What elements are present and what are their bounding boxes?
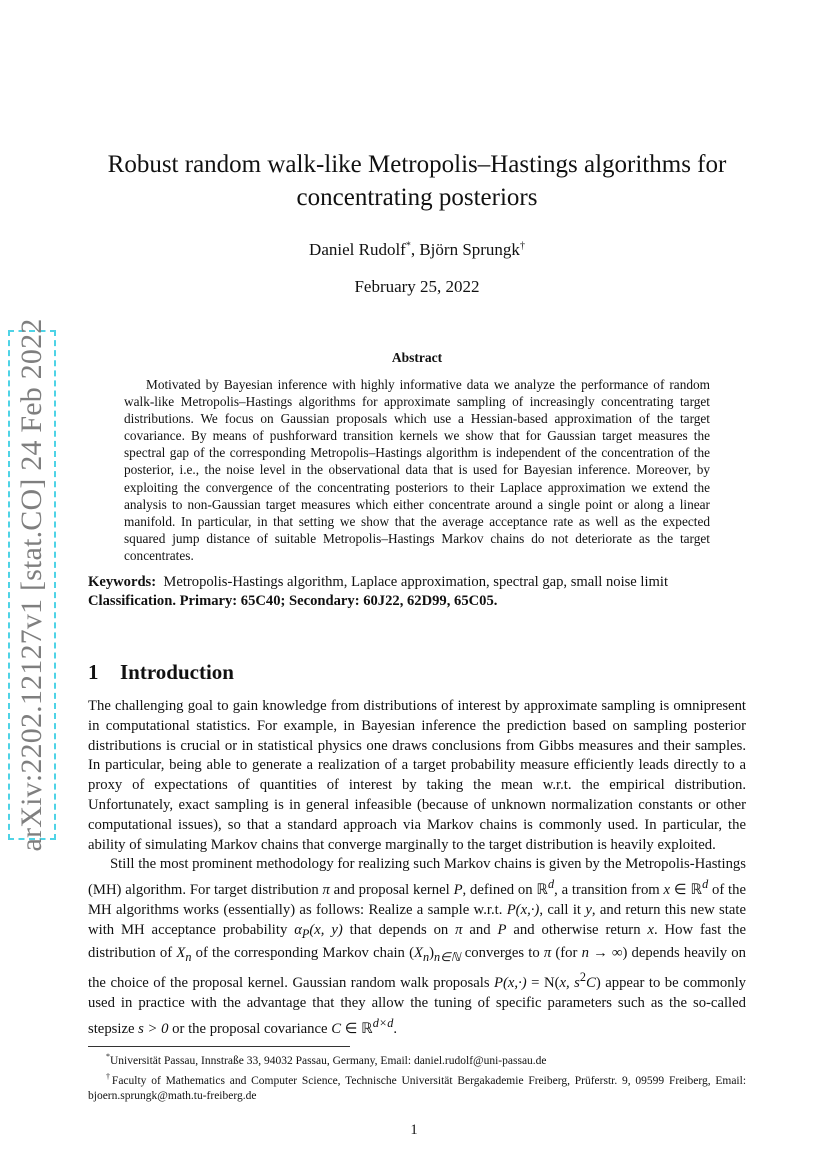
footnote-2: †Faculty of Mathematics and Computer Science, Technische Universität Bergakademie Freiberg, Prüferstr. 9, 09599 Freiberg, Email: bjoern.sprungk@math.tu-freiberg.de (88, 1072, 747, 1103)
abstract-text: Motivated by Bayesian inference with highly informative data we analyze the performance of random walk-like Metropolis–Hastings algorithms for approximate sampling of increasingly concentrating target distributions. We focus on Gaussian proposals which use a Hessian-based approximation of the target covariance. By means of pushforward transition kernels we show that for Gaussian target measures the spectral gap of the corresponding Metropolis–Hastings algorithm is independent of the concentration of the posterior, i.e., the noise level in the observational data that is used for Bayesian inference. Moreover, by exploiting the convergence of the concentrating posteriors to their Laplace approximation we extend the analysis to non-Gaussian target measures which either concentrate around a single point or along a linear manifold. In particular, in that setting we show that the average acceptance rate as well as the expected squared jump distance of suitable Metropolis–Hastings Markov chains do not deteriorate as the target concentrates. (124, 377, 710, 563)
keywords-line (88, 573, 748, 592)
classification-text: Classification. Primary: 65C40; Secondary: 60J22, 62D99, 65C05. (88, 593, 498, 609)
author-1: Daniel Rudolf (309, 240, 406, 259)
author-2-footnote-mark: † (519, 240, 525, 252)
author-2: Björn Sprungk (419, 240, 520, 259)
paragraph-1: The challenging goal to gain knowledge from distributions of interest by approximate sampling is omnipresent in computational statistics. For example, in Bayesian inference the prediction based on sampling posterior distributions is crucial or in statistical physics one draws conclusions from Gibbs measures and their samples. In particular, being able to generate a realization of a target probability measure efficiently leads directly to a proxy of expectations of quantities of interest by taking the mean w.r.t. the empirical distribution. Unfortunately, exact sampling is in general infeasible (because of unknown normalization constants or other computational issues), so that a standard approach via Markov chains is commonly used. In particular, the ability of simulating Markov chains that converge marginally to the target distribution is heavily exploited. (88, 698, 746, 853)
paper-title (90, 148, 744, 214)
introduction-body (88, 697, 746, 1039)
footnote-rule (88, 1046, 350, 1047)
footnotes (88, 1049, 746, 1104)
title-line-2: concentrating posteriors (296, 184, 538, 211)
title-line-1: Robust random walk-like Metropolis–Hastings algorithms for (107, 151, 727, 178)
author-separator: , (410, 240, 420, 259)
section-title: Introduction (120, 660, 234, 684)
author-1-footnote-mark: * (405, 240, 411, 252)
keywords-text: Metropolis-Hastings algorithm, Laplace approximation, spectral gap, small noise limit (163, 574, 668, 590)
classification-line (88, 592, 748, 611)
arxiv-stamp (8, 318, 56, 852)
authors (90, 240, 744, 260)
page-number: 1 (410, 1122, 418, 1138)
paragraph-2: Still the most prominent methodology for realizing such Markov chains is given by the Metropolis-Hastings (MH) algorithm. For target distribution π and proposal kernel P, defined on ℝ$^d$, a transition from x ∈ ℝ$^d$ of the MH algorithms works (essentially) as follows: Realize a sample w.r.t. P(x,·), call it y, and return this new state with MH acceptance probability $\alpha_P(x$, y) that depends on π and P and otherwise return x. How fast the distribution of $X_n$ of the corresponding Markov chain $(X_n)_{n\in ℕ}$ converges to π (for n → ∞) depends heavily on the choice of the proposal kernel. Gaussian random walk proposals P(x,·) = N(x, $s^2C$) appear to be commonly used in practice with the advantage that they allow the tuning of specific parameters such as the so-called stepsize s > 0 or the proposal covariance C ∈ ℝ$^{d\times d}$. (88, 856, 746, 1037)
arxiv-stamp-text: arXiv:2202.12127v1 [stat.CO] 24 Feb 2022 (15, 318, 48, 852)
section-number: 1 (88, 660, 99, 684)
footnote-1: *Universität Passau, Innstraße 33, 94032 Passau, Germany, Email: daniel.rudolf@uni-passau.de (106, 1052, 547, 1067)
paper-date: February 25, 2022 (354, 277, 480, 296)
keywords-block (88, 573, 748, 611)
keywords-label: Keywords: (88, 574, 157, 590)
section-heading (88, 660, 234, 685)
abstract-heading: Abstract (391, 350, 443, 365)
